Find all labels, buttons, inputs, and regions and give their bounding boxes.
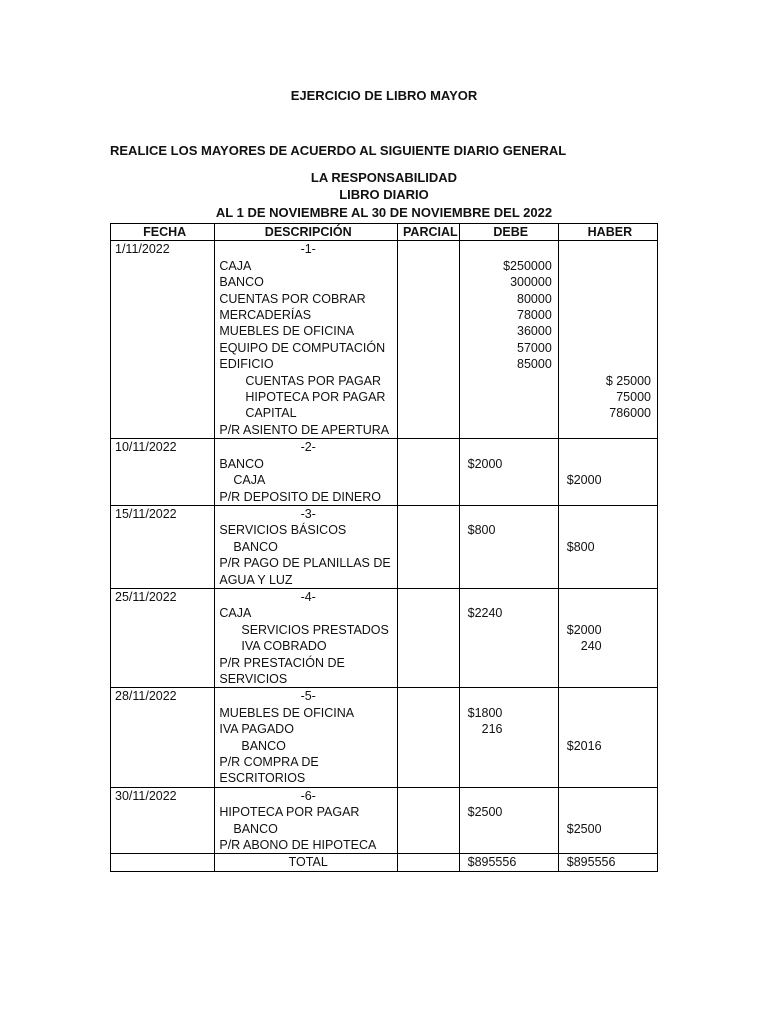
journal-row	[111, 472, 658, 488]
journal-row	[111, 671, 658, 688]
journal-row	[111, 439, 658, 456]
entry-date	[111, 770, 215, 787]
journal-row	[111, 373, 658, 389]
parcial-cell	[398, 738, 460, 754]
haber-cell	[558, 787, 657, 804]
entry-date	[111, 422, 215, 439]
debe-cell: 300000	[459, 274, 558, 290]
entry-date: 30/11/2022	[111, 787, 215, 804]
debit-account: BANCO	[215, 274, 398, 290]
parcial-cell	[398, 721, 460, 737]
journal-row	[111, 539, 658, 555]
entry-date: 15/11/2022	[111, 505, 215, 522]
credit-account: IVA COBRADO	[215, 638, 398, 654]
entry-date	[111, 622, 215, 638]
document-title: EJERCICIO DE LIBRO MAYOR	[290, 88, 478, 103]
entry-memo: SERVICIOS	[215, 671, 398, 688]
debe-cell	[459, 622, 558, 638]
credit-account: CAPITAL	[215, 405, 398, 421]
debe-cell	[459, 837, 558, 854]
entry-date	[111, 605, 215, 621]
debe-cell	[459, 405, 558, 421]
entry-date	[111, 705, 215, 721]
haber-cell	[558, 439, 657, 456]
entry-date	[111, 655, 215, 671]
parcial-cell	[398, 555, 460, 571]
haber-cell: $2000	[558, 472, 657, 488]
haber-cell: $2016	[558, 738, 657, 754]
parcial-cell	[398, 787, 460, 804]
parcial-cell	[398, 588, 460, 605]
credit-account: HIPOTECA POR PAGAR	[215, 389, 398, 405]
journal-row	[111, 307, 658, 323]
entry-date: 28/11/2022	[111, 688, 215, 705]
journal-row	[111, 754, 658, 770]
journal-row	[111, 638, 658, 654]
entry-date: 10/11/2022	[111, 439, 215, 456]
entry-memo: P/R COMPRA DE	[215, 754, 398, 770]
haber-cell: $2000	[558, 622, 657, 638]
debit-account: EDIFICIO	[215, 356, 398, 372]
entry-memo: P/R DEPOSITO DE DINERO	[215, 489, 398, 506]
haber-cell: $ 25000	[558, 373, 657, 389]
debe-cell	[459, 505, 558, 522]
journal-row	[111, 241, 658, 258]
journal-row	[111, 389, 658, 405]
debe-cell	[459, 821, 558, 837]
journal-row	[111, 522, 658, 538]
haber-cell	[558, 356, 657, 372]
debe-cell: 80000	[459, 291, 558, 307]
journal-row	[111, 721, 658, 737]
parcial-cell	[398, 655, 460, 671]
entry-date	[111, 754, 215, 770]
entry-memo: P/R PRESTACIÓN DE	[215, 655, 398, 671]
parcial-cell	[398, 638, 460, 654]
debe-cell	[459, 241, 558, 258]
haber-cell	[558, 274, 657, 290]
journal-row	[111, 505, 658, 522]
haber-cell: 240	[558, 638, 657, 654]
parcial-cell	[398, 539, 460, 555]
parcial-cell	[398, 522, 460, 538]
entry-number: -2-	[215, 439, 398, 456]
debit-account: CAJA	[215, 258, 398, 274]
debe-cell	[459, 373, 558, 389]
journal-row	[111, 787, 658, 804]
haber-cell	[558, 754, 657, 770]
debe-cell: $800	[459, 522, 558, 538]
haber-cell	[558, 340, 657, 356]
entry-date	[111, 738, 215, 754]
journal-row	[111, 588, 658, 605]
journal-row	[111, 572, 658, 589]
parcial-cell	[398, 389, 460, 405]
entry-date	[111, 456, 215, 472]
debe-cell	[459, 572, 558, 589]
debe-cell	[459, 439, 558, 456]
debit-account: EQUIPO DE COMPUTACIÓN	[215, 340, 398, 356]
debe-cell	[459, 472, 558, 488]
debe-cell: 78000	[459, 307, 558, 323]
haber-cell	[558, 705, 657, 721]
haber-cell	[558, 522, 657, 538]
parcial-cell	[398, 422, 460, 439]
journal-row	[111, 456, 658, 472]
debe-cell	[459, 688, 558, 705]
entry-date: 25/11/2022	[111, 588, 215, 605]
parcial-cell	[398, 472, 460, 488]
haber-cell	[558, 323, 657, 339]
haber-cell: $2500	[558, 821, 657, 837]
haber-cell	[558, 422, 657, 439]
haber-cell	[558, 572, 657, 589]
debe-cell	[459, 422, 558, 439]
debe-cell	[459, 588, 558, 605]
haber-cell	[558, 605, 657, 621]
journal-row	[111, 605, 658, 621]
journal-row	[111, 340, 658, 356]
total-label: TOTAL	[215, 854, 398, 871]
journal-row	[111, 622, 658, 638]
credit-account: SERVICIOS PRESTADOS	[215, 622, 398, 638]
entry-date	[111, 721, 215, 737]
debe-cell: $2240	[459, 605, 558, 621]
parcial-cell	[398, 688, 460, 705]
entry-memo: P/R PAGO DE PLANILLAS DE	[215, 555, 398, 571]
header-row	[111, 224, 658, 241]
parcial-cell	[398, 291, 460, 307]
credit-account: CAJA	[215, 472, 398, 488]
parcial-cell	[398, 770, 460, 787]
entry-date	[111, 539, 215, 555]
haber-cell	[558, 258, 657, 274]
total-row	[111, 854, 658, 871]
haber-cell	[558, 291, 657, 307]
parcial-cell	[398, 671, 460, 688]
haber-cell: 75000	[558, 389, 657, 405]
entry-memo: P/R ABONO DE HIPOTECA	[215, 837, 398, 854]
header-descripcion: DESCRIPCIÓN	[215, 224, 398, 241]
parcial-cell	[398, 340, 460, 356]
haber-cell	[558, 837, 657, 854]
entry-date	[111, 555, 215, 571]
total-date	[111, 854, 215, 871]
parcial-cell	[398, 307, 460, 323]
total-parcial	[398, 854, 460, 871]
entry-memo: P/R ASIENTO DE APERTURA	[215, 422, 398, 439]
entry-date	[111, 405, 215, 421]
haber-cell	[558, 588, 657, 605]
entry-date	[111, 340, 215, 356]
parcial-cell	[398, 605, 460, 621]
journal-row	[111, 705, 658, 721]
journal-row	[111, 837, 658, 854]
entry-date	[111, 373, 215, 389]
entry-date	[111, 389, 215, 405]
debe-cell	[459, 489, 558, 506]
parcial-cell	[398, 241, 460, 258]
entry-date	[111, 821, 215, 837]
haber-cell: $800	[558, 539, 657, 555]
debe-cell	[459, 770, 558, 787]
journal-row	[111, 770, 658, 787]
journal-body	[111, 241, 658, 871]
parcial-cell	[398, 274, 460, 290]
entry-date: 1/11/2022	[111, 241, 215, 258]
entry-number: -4-	[215, 588, 398, 605]
debe-cell: 85000	[459, 356, 558, 372]
entry-number: -3-	[215, 505, 398, 522]
entry-date	[111, 323, 215, 339]
journal-row	[111, 655, 658, 671]
credit-account: BANCO	[215, 738, 398, 754]
entry-memo: ESCRITORIOS	[215, 770, 398, 787]
debe-cell	[459, 638, 558, 654]
debit-account: MUEBLES DE OFICINA	[215, 705, 398, 721]
debe-cell	[459, 754, 558, 770]
journal-row	[111, 258, 658, 274]
parcial-cell	[398, 456, 460, 472]
journal-row	[111, 356, 658, 372]
entry-date	[111, 258, 215, 274]
parcial-cell	[398, 804, 460, 820]
total-debe: $895556	[459, 854, 558, 871]
debe-cell	[459, 655, 558, 671]
header-haber: HABER	[558, 224, 657, 241]
journal-row	[111, 291, 658, 307]
debit-account: CAJA	[215, 605, 398, 621]
parcial-cell	[398, 323, 460, 339]
entry-date	[111, 489, 215, 506]
debe-cell	[459, 555, 558, 571]
journal-row	[111, 821, 658, 837]
haber-cell: 786000	[558, 405, 657, 421]
entry-date	[111, 307, 215, 323]
haber-cell	[558, 489, 657, 506]
header-parcial: PARCIAL	[398, 224, 460, 241]
debe-cell	[459, 738, 558, 754]
entry-date	[111, 638, 215, 654]
parcial-cell	[398, 821, 460, 837]
debe-cell: 216	[459, 721, 558, 737]
header-fecha: FECHA	[111, 224, 215, 241]
entry-date	[111, 291, 215, 307]
haber-cell	[558, 671, 657, 688]
entry-date	[111, 472, 215, 488]
instruction-text: REALICE LOS MAYORES DE ACUERDO AL SIGUIENTE DIARIO GENERAL	[110, 143, 567, 158]
entry-date	[111, 356, 215, 372]
debe-cell: $250000	[459, 258, 558, 274]
haber-cell	[558, 241, 657, 258]
haber-cell	[558, 456, 657, 472]
header-debe: DEBE	[459, 224, 558, 241]
debit-account: HIPOTECA POR PAGAR	[215, 804, 398, 820]
haber-cell	[558, 655, 657, 671]
parcial-cell	[398, 373, 460, 389]
debit-account: SERVICIOS BÁSICOS	[215, 522, 398, 538]
entry-date	[111, 671, 215, 688]
debe-cell: 57000	[459, 340, 558, 356]
parcial-cell	[398, 705, 460, 721]
debit-account: BANCO	[215, 456, 398, 472]
entry-date	[111, 804, 215, 820]
book-name: LIBRO DIARIO	[339, 187, 429, 202]
parcial-cell	[398, 505, 460, 522]
journal-row	[111, 688, 658, 705]
entry-number: -5-	[215, 688, 398, 705]
parcial-cell	[398, 439, 460, 456]
debit-account: MERCADERÍAS	[215, 307, 398, 323]
total-haber: $895556	[558, 854, 657, 871]
parcial-cell	[398, 356, 460, 372]
debit-account: CUENTAS POR COBRAR	[215, 291, 398, 307]
journal-row	[111, 555, 658, 571]
credit-account: BANCO	[215, 821, 398, 837]
debe-cell	[459, 671, 558, 688]
entry-date	[111, 522, 215, 538]
parcial-cell	[398, 837, 460, 854]
journal-row	[111, 738, 658, 754]
journal-row	[111, 274, 658, 290]
journal-row	[111, 489, 658, 506]
entry-number: -1-	[215, 241, 398, 258]
journal-table	[110, 223, 658, 872]
parcial-cell	[398, 754, 460, 770]
haber-cell	[558, 721, 657, 737]
parcial-cell	[398, 405, 460, 421]
haber-cell	[558, 307, 657, 323]
parcial-cell	[398, 258, 460, 274]
entry-number: -6-	[215, 787, 398, 804]
parcial-cell	[398, 489, 460, 506]
debe-cell: 36000	[459, 323, 558, 339]
journal-row	[111, 405, 658, 421]
credit-account: CUENTAS POR PAGAR	[215, 373, 398, 389]
debe-cell: $2000	[459, 456, 558, 472]
debe-cell	[459, 787, 558, 804]
credit-account: BANCO	[215, 539, 398, 555]
haber-cell	[558, 770, 657, 787]
debe-cell: $2500	[459, 804, 558, 820]
entry-date	[111, 572, 215, 589]
parcial-cell	[398, 622, 460, 638]
debit-account: IVA PAGADO	[215, 721, 398, 737]
company-name: LA RESPONSABILIDAD	[310, 170, 458, 185]
entry-date	[111, 274, 215, 290]
haber-cell	[558, 688, 657, 705]
journal-row	[111, 804, 658, 820]
entry-memo: AGUA Y LUZ	[215, 572, 398, 589]
debe-cell	[459, 389, 558, 405]
journal-row	[111, 422, 658, 439]
period-text: AL 1 DE NOVIEMBRE AL 30 DE NOVIEMBRE DEL 2022	[215, 205, 553, 220]
debe-cell	[459, 539, 558, 555]
debit-account: MUEBLES DE OFICINA	[215, 323, 398, 339]
parcial-cell	[398, 572, 460, 589]
haber-cell	[558, 555, 657, 571]
haber-cell	[558, 804, 657, 820]
journal-row	[111, 323, 658, 339]
debe-cell: $1800	[459, 705, 558, 721]
entry-date	[111, 837, 215, 854]
haber-cell	[558, 505, 657, 522]
